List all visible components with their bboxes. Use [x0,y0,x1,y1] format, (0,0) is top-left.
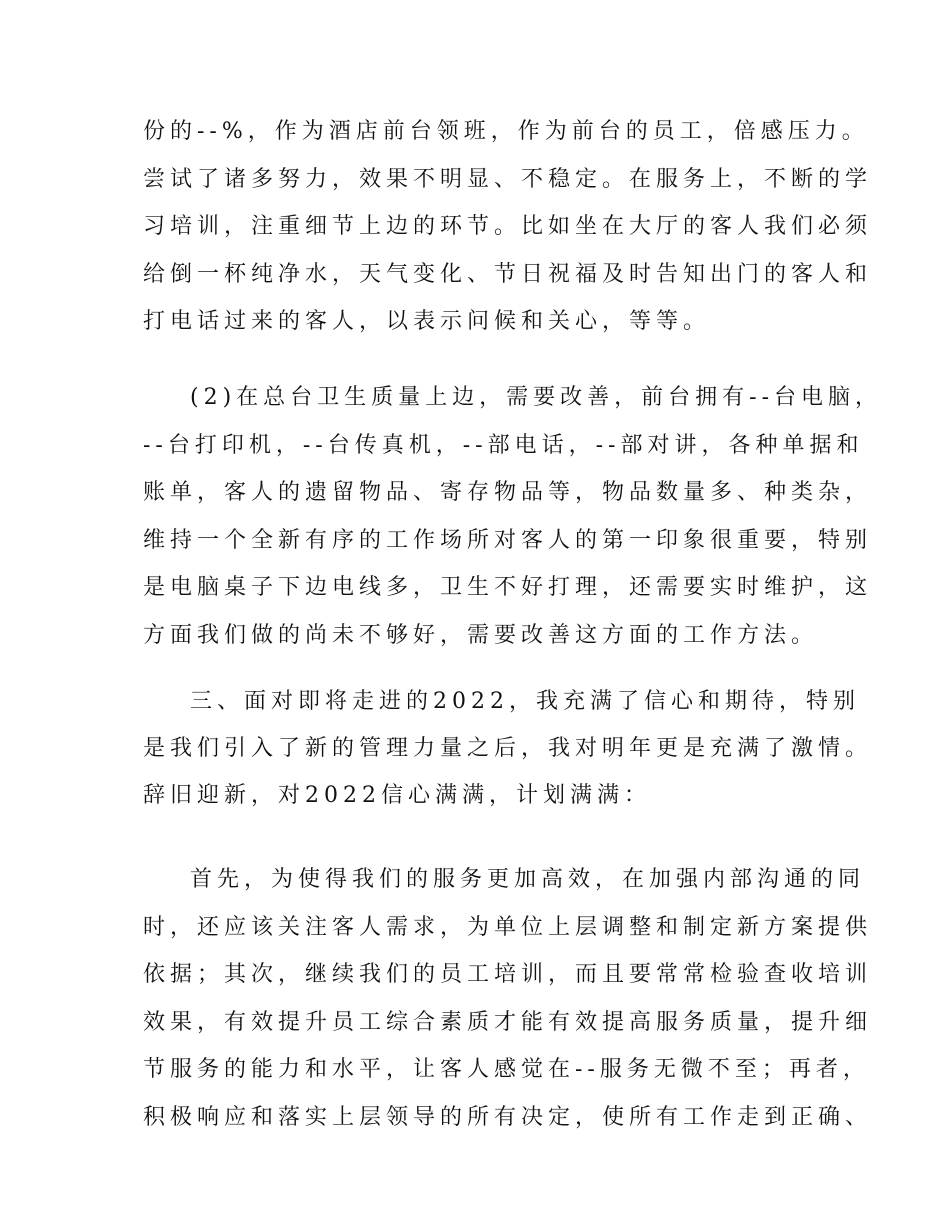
text-line: 尝试了诸多努力，效果不明显、不稳定。在服务上，不断的学 [143,167,873,192]
text-line: 给倒一杯纯净水，天气变化、节日祝福及时告知出门的客人和 [143,262,873,287]
text-line: 辞旧迎新，对2022信心满满，计划满满： [143,783,651,808]
text-line: 维持一个全新有序的工作场所对客人的第一印象很重要，特别 [143,528,873,553]
text-line: 打电话过来的客人，以表示问候和关心，等等。 [143,309,711,334]
text-line: 习培训，注重细节上边的环节。比如坐在大厅的客人我们必须 [143,214,873,239]
text-line: 份的--%，作为酒店前台领班，作为前台的员工，倍感压力。 [143,119,869,144]
text-line: 依据；其次，继续我们的员工培训，而且要常常检验查收培训 [143,962,873,987]
text-line: 时，还应该关注客人需求，为单位上层调整和制定新方案提供 [143,915,873,940]
text-line: 三、面对即将走进的2022，我充满了信心和期待，特别 [190,689,860,714]
text-line: 方面我们做的尚未不够好，需要改善这方面的工作方法。 [143,623,819,648]
text-line: 首先，为使得我们的服务更加高效，在加强内部沟通的同 [190,867,866,892]
text-line: 是我们引入了新的管理力量之后，我对明年更是充满了激情。 [143,736,873,761]
text-line: 效果，有效提升员工综合素质才能有效提高服务质量，提升细 [143,1010,873,1035]
text-line: 积极响应和落实上层领导的所有决定，使所有工作走到正确、 [143,1105,873,1130]
text-line: --台打印机，--台传真机，--部电话，--部对讲，各种单据和 [143,433,864,458]
text-line: 是电脑桌子下边电线多，卫生不好打理，还需要实时维护，这 [143,575,873,600]
text-line: 节服务的能力和水平，让客人感觉在--服务无微不至；再者， [143,1057,870,1082]
text-line: (2)在总台卫生质量上边，需要改善，前台拥有--台电脑， [190,385,883,410]
text-line: 账单，客人的遗留物品、寄存物品等，物品数量多、种类杂， [143,480,873,505]
